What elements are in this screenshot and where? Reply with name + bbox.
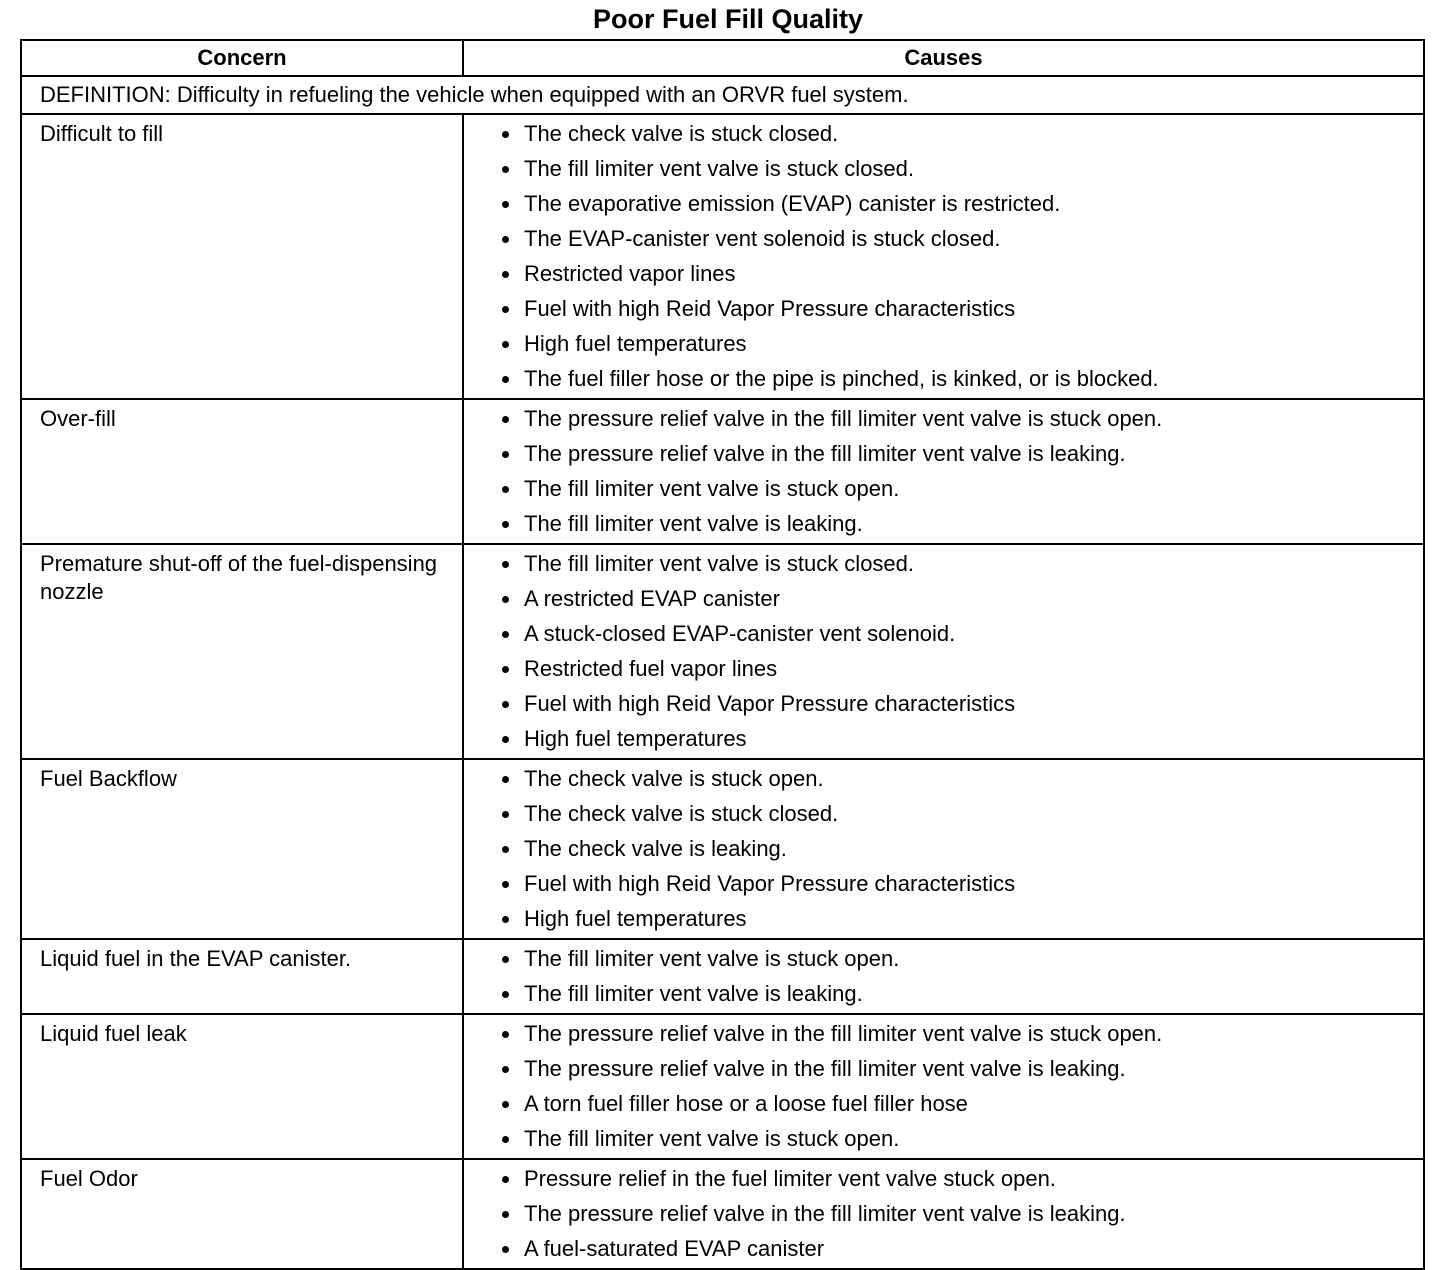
cause-item: Restricted fuel vapor lines xyxy=(502,651,1423,686)
cause-item: High fuel temperatures xyxy=(502,721,1423,756)
definition-text: DEFINITION: Difficulty in refueling the vehicle when equipped with an ORVR fuel system. xyxy=(21,76,1424,114)
cause-item: The check valve is leaking. xyxy=(502,831,1423,866)
cause-item: Fuel with high Reid Vapor Pressure characteristics xyxy=(502,866,1423,901)
cause-item: A stuck-closed EVAP-canister vent solenoid. xyxy=(502,616,1423,651)
table-row xyxy=(21,544,1424,759)
cause-list xyxy=(464,1160,1423,1266)
concern-cell: Over-fill xyxy=(21,399,463,544)
cause-list xyxy=(464,940,1423,1011)
cause-item: Restricted vapor lines xyxy=(502,256,1423,291)
concern-cell: Liquid fuel leak xyxy=(21,1014,463,1159)
cause-item: The fill limiter vent valve is stuck closed. xyxy=(502,546,1423,581)
cause-list xyxy=(464,545,1423,756)
table-row xyxy=(21,1014,1424,1159)
cause-item: The pressure relief valve in the fill limiter vent valve is stuck open. xyxy=(502,401,1423,436)
cause-item: The check valve is stuck closed. xyxy=(502,796,1423,831)
cause-item: High fuel temperatures xyxy=(502,901,1423,936)
cause-list xyxy=(464,760,1423,936)
table-row xyxy=(21,399,1424,544)
concern-cell: Fuel Odor xyxy=(21,1159,463,1269)
cause-item: The EVAP-canister vent solenoid is stuck closed. xyxy=(502,221,1423,256)
concern-column-header: Concern xyxy=(21,40,463,76)
header-row xyxy=(21,40,1424,76)
causes-column-header: Causes xyxy=(463,40,1424,76)
cause-item: The fill limiter vent valve is stuck open. xyxy=(502,471,1423,506)
cause-list xyxy=(464,115,1423,396)
cause-item: The fill limiter vent valve is leaking. xyxy=(502,506,1423,541)
cause-item: The check valve is stuck closed. xyxy=(502,116,1423,151)
cause-list xyxy=(464,1015,1423,1156)
cause-item: The fill limiter vent valve is stuck open. xyxy=(502,941,1423,976)
concern-causes-table xyxy=(20,39,1425,1270)
concern-cell: Fuel Backflow xyxy=(21,759,463,939)
table-row xyxy=(21,1159,1424,1269)
page-title: Poor Fuel Fill Quality xyxy=(592,4,864,34)
definition-row xyxy=(21,76,1424,114)
cause-item: A torn fuel filler hose or a loose fuel filler hose xyxy=(502,1086,1423,1121)
cause-item: Fuel with high Reid Vapor Pressure characteristics xyxy=(502,686,1423,721)
causes-cell xyxy=(463,1159,1424,1269)
cause-item: The fill limiter vent valve is leaking. xyxy=(502,976,1423,1011)
cause-item: The fill limiter vent valve is stuck closed. xyxy=(502,151,1423,186)
cause-list xyxy=(464,400,1423,541)
table-row xyxy=(21,939,1424,1014)
concern-cell: Difficult to fill xyxy=(21,114,463,399)
causes-cell xyxy=(463,939,1424,1014)
table-row xyxy=(21,759,1424,939)
cause-item: The pressure relief valve in the fill limiter vent valve is leaking. xyxy=(502,436,1423,471)
table-body xyxy=(21,76,1424,1269)
cause-item: The pressure relief valve in the fill limiter vent valve is leaking. xyxy=(502,1196,1423,1231)
cause-item: The evaporative emission (EVAP) canister is restricted. xyxy=(502,186,1423,221)
cause-item: High fuel temperatures xyxy=(502,326,1423,361)
table-row xyxy=(21,114,1424,399)
cause-item: The fill limiter vent valve is stuck open. xyxy=(502,1121,1423,1156)
causes-cell xyxy=(463,114,1424,399)
causes-cell xyxy=(463,1014,1424,1159)
cause-item: A fuel-saturated EVAP canister xyxy=(502,1231,1423,1266)
cause-item: A restricted EVAP canister xyxy=(502,581,1423,616)
concern-cell: Liquid fuel in the EVAP canister. xyxy=(21,939,463,1014)
cause-item: The pressure relief valve in the fill limiter vent valve is leaking. xyxy=(502,1051,1423,1086)
causes-cell xyxy=(463,399,1424,544)
cause-item: The pressure relief valve in the fill limiter vent valve is stuck open. xyxy=(502,1016,1423,1051)
causes-cell xyxy=(463,544,1424,759)
cause-item: The check valve is stuck open. xyxy=(502,761,1423,796)
cause-item: The fuel filler hose or the pipe is pinched, is kinked, or is blocked. xyxy=(502,361,1423,396)
causes-cell xyxy=(463,759,1424,939)
cause-item: Fuel with high Reid Vapor Pressure characteristics xyxy=(502,291,1423,326)
cause-item: Pressure relief in the fuel limiter vent valve stuck open. xyxy=(502,1161,1423,1196)
concern-cell: Premature shut-off of the fuel-dispensing nozzle xyxy=(21,544,463,759)
